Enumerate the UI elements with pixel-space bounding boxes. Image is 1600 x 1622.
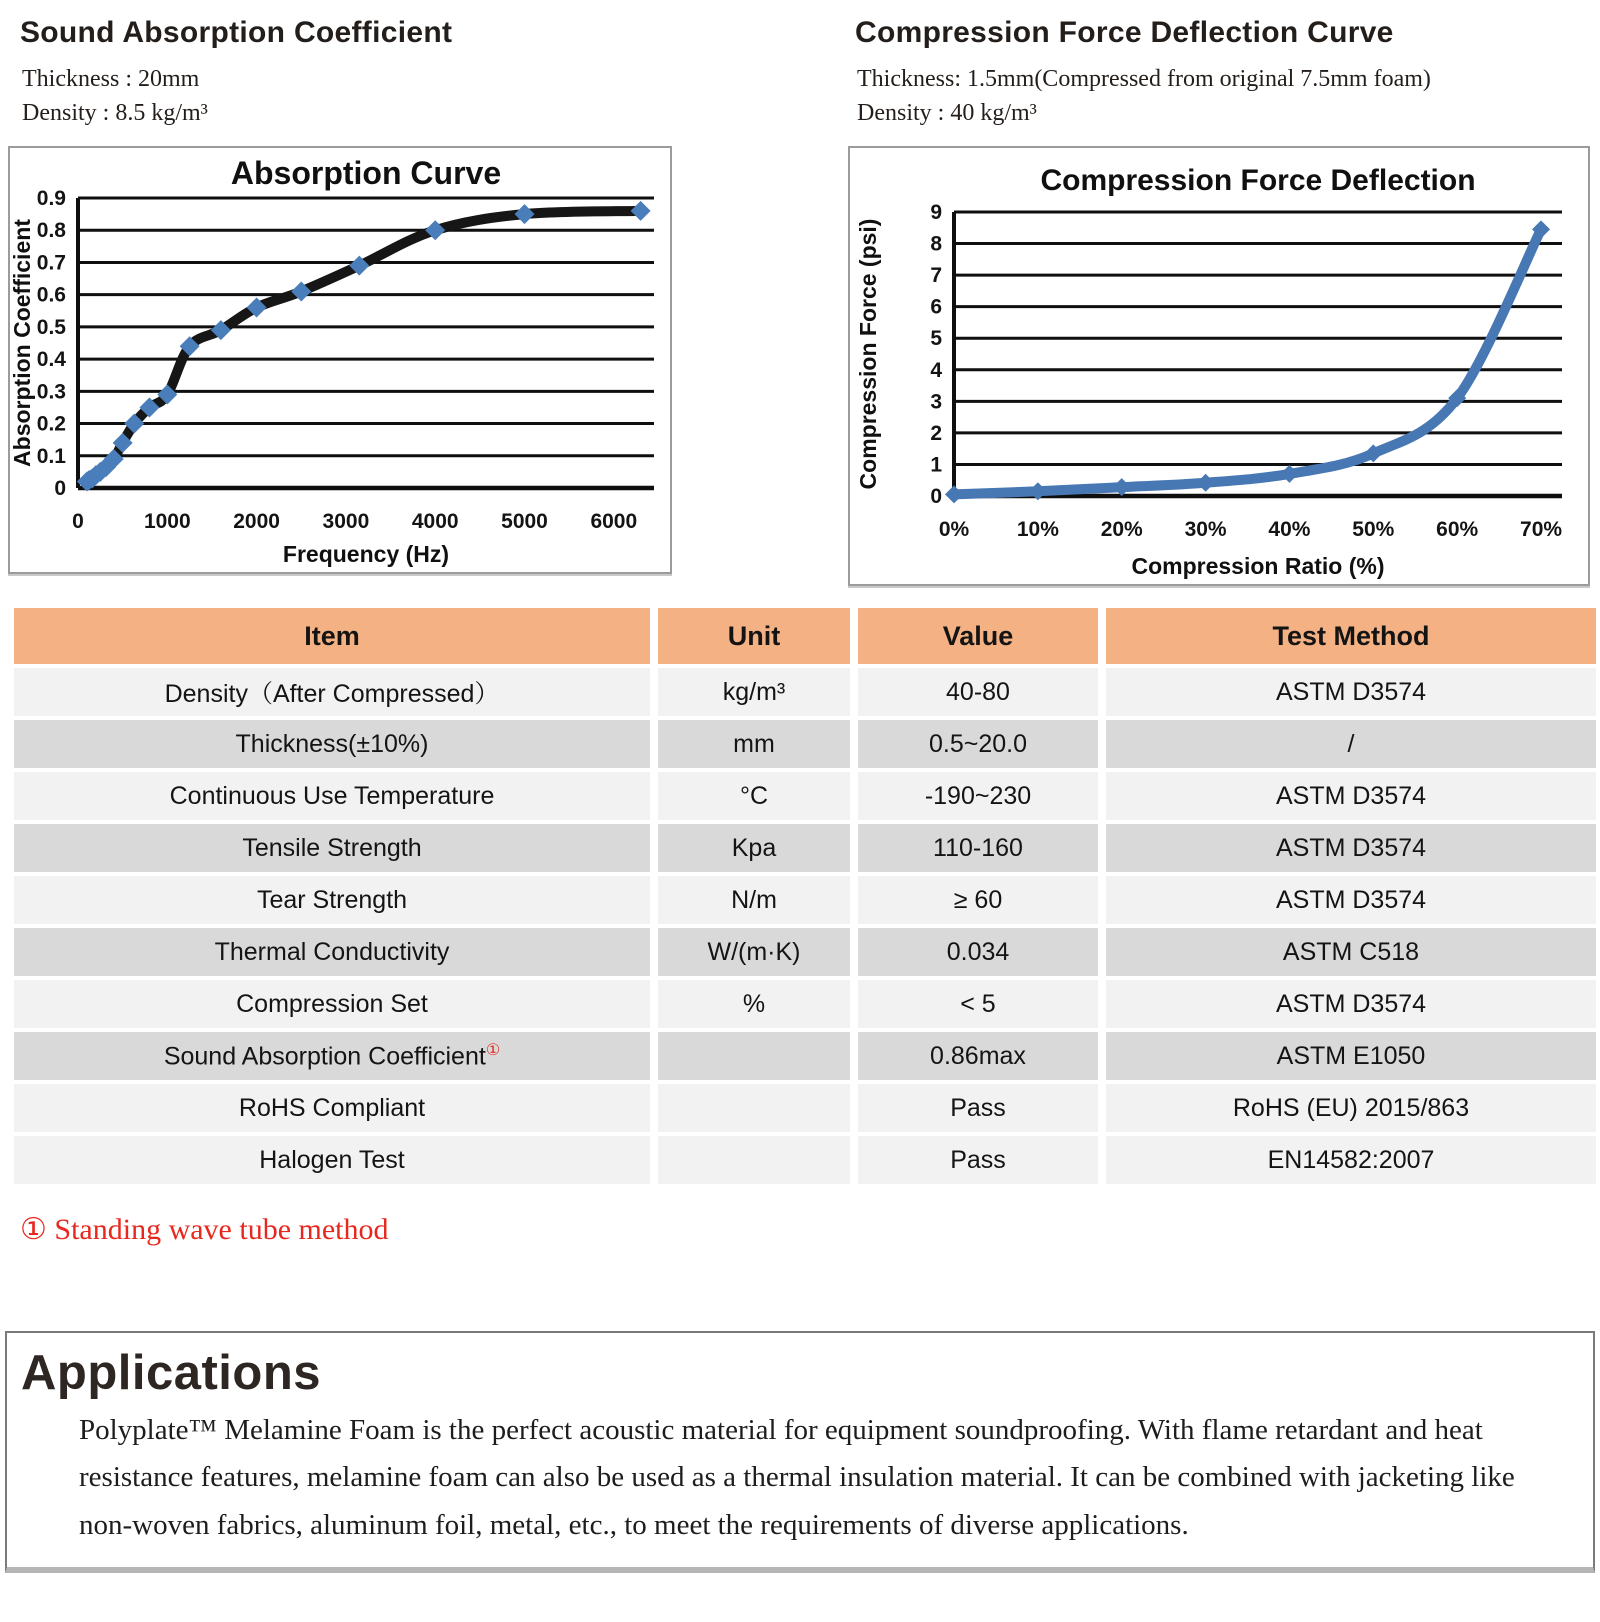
thickness-line: Thickness: 1.5mm(Compressed from original 7.5mm foam): [857, 66, 1431, 92]
cell-test-method: EN14582:2007: [1106, 1136, 1596, 1184]
table-row: [14, 1136, 1596, 1184]
cell-item: Density（After Compressed）: [14, 668, 650, 716]
table-row: [14, 876, 1596, 924]
x-tick-label: 5000: [501, 510, 548, 534]
chart-title: Compression Force Deflection: [1040, 164, 1476, 198]
table-row: [14, 824, 1596, 872]
x-axis-label: Compression Ratio (%): [1131, 553, 1385, 580]
table-row: [14, 1032, 1596, 1080]
cell-unit: [658, 1032, 850, 1080]
cell-unit: %: [658, 980, 850, 1028]
density-line: Density : 8.5 kg/m³: [22, 100, 208, 127]
table-row: [14, 668, 1596, 716]
compression-force-meta: [857, 62, 1590, 130]
y-tick-label: 8: [930, 232, 942, 256]
spec-table-header: [14, 608, 1596, 664]
column-header-value: Value: [858, 608, 1098, 664]
absorption-chart-frame: [8, 146, 672, 574]
cell-test-method: ASTM D3574: [1106, 772, 1596, 820]
table-row: [14, 928, 1596, 976]
cell-value: 110-160: [858, 824, 1098, 872]
sound-absorption-meta: [22, 62, 672, 130]
compression-force-section: [848, 16, 1590, 586]
column-header-test-method: Test Method: [1106, 608, 1596, 664]
x-tick-label: 60%: [1436, 518, 1479, 542]
data-point-marker: [945, 486, 963, 504]
applications-text: Polyplate™ Melamine Foam is the perfect acoustic material for equipment soundproofing. With flame retardant and heat resistance features, melamine foam can also be used as a thermal insulation material. It can be combined with jacketing like non-woven fabrics, aluminum foil, metal, etc., to meet the requirements of diverse applications.: [79, 1414, 1515, 1541]
cell-unit: kg/m³: [658, 668, 850, 716]
data-point-marker: [515, 204, 535, 224]
y-tick-label: 2: [930, 422, 942, 446]
column-header-item: Item: [14, 608, 650, 664]
x-tick-label: 50%: [1352, 518, 1395, 542]
x-tick-label: 20%: [1100, 518, 1143, 542]
cell-value: -190~230: [858, 772, 1098, 820]
applications-title: Applications: [21, 1346, 322, 1401]
x-tick-label: 4000: [411, 510, 459, 534]
cell-unit: [658, 1084, 850, 1132]
compression-force-title: Compression Force Deflection Curve: [855, 16, 1394, 49]
data-point-marker: [1197, 474, 1215, 492]
cell-value: 0.86max: [858, 1032, 1098, 1080]
y-tick-label: 9: [930, 201, 942, 225]
x-tick-label: 6000: [590, 510, 638, 534]
y-tick-label: 0.7: [36, 251, 66, 275]
y-axis-label: Compression Force (psi): [855, 218, 881, 490]
table-row: [14, 980, 1596, 1028]
thickness-line: Thickness : 20mm: [22, 66, 200, 92]
y-tick-label: 3: [930, 390, 942, 414]
spec-table: [6, 604, 1600, 1188]
y-tick-label: 6: [930, 295, 942, 319]
table-row: [14, 720, 1596, 768]
cell-unit: [658, 1136, 850, 1184]
y-tick-label: 0.1: [36, 444, 66, 468]
x-tick-label: 2000: [233, 510, 280, 534]
y-tick-label: 0.2: [36, 412, 66, 436]
cell-item: Thickness(±10%): [14, 720, 650, 768]
cell-item: Halogen Test: [14, 1136, 650, 1184]
cell-test-method: ASTM D3574: [1106, 980, 1596, 1028]
x-tick-label: 30%: [1184, 518, 1227, 542]
cell-unit: °C: [658, 772, 850, 820]
cell-value: 0.5~20.0: [858, 720, 1098, 768]
cell-unit: N/m: [658, 876, 850, 924]
x-tick-label: 0%: [938, 518, 970, 542]
cfd-chart-frame: [848, 146, 1590, 586]
x-tick-label: 1000: [143, 510, 191, 534]
cell-item: Sound Absorption Coefficient①: [14, 1032, 650, 1080]
chart-title: Absorption Curve: [230, 155, 502, 192]
cell-test-method: ASTM D3574: [1106, 824, 1596, 872]
cell-unit: Kpa: [658, 824, 850, 872]
x-tick-label: 70%: [1520, 518, 1563, 542]
y-tick-label: 1: [930, 453, 942, 477]
data-line: [954, 230, 1541, 495]
data-line: [87, 211, 641, 482]
data-point-marker: [1280, 465, 1298, 483]
y-tick-label: 0.5: [36, 316, 66, 340]
cell-value: Pass: [858, 1136, 1098, 1184]
cell-unit: mm: [658, 720, 850, 768]
y-tick-label: 0: [54, 477, 66, 501]
cell-unit: W/(m·K): [658, 928, 850, 976]
cell-item: Continuous Use Temperature: [14, 772, 650, 820]
y-tick-label: 7: [930, 264, 942, 288]
cell-test-method: ASTM E1050: [1106, 1032, 1596, 1080]
cell-item: RoHS Compliant: [14, 1084, 650, 1132]
data-point-marker: [1113, 478, 1131, 496]
cell-test-method: /: [1106, 720, 1596, 768]
cell-test-method: ASTM C518: [1106, 928, 1596, 976]
table-row: [14, 1084, 1596, 1132]
x-tick-label: 0: [72, 510, 84, 534]
cell-test-method: ASTM D3574: [1106, 876, 1596, 924]
charts-row: [0, 0, 1600, 586]
y-tick-label: 0.8: [36, 219, 66, 243]
sound-absorption-section: [8, 16, 672, 586]
y-tick-label: 5: [930, 327, 942, 351]
compression-force-deflection-chart: [850, 148, 1588, 584]
y-tick-label: 0: [930, 485, 942, 509]
cell-value: Pass: [858, 1084, 1098, 1132]
cell-item: Tensile Strength: [14, 824, 650, 872]
cell-item: Compression Set: [14, 980, 650, 1028]
density-line: Density : 40 kg/m³: [857, 100, 1037, 127]
cell-value: 40-80: [858, 668, 1098, 716]
y-tick-label: 0.6: [36, 283, 66, 307]
cell-item: Thermal Conductivity: [14, 928, 650, 976]
y-tick-label: 0.9: [36, 187, 66, 211]
x-axis-label: Frequency (Hz): [282, 541, 450, 568]
y-tick-label: 0.3: [36, 380, 66, 404]
cell-test-method: ASTM D3574: [1106, 668, 1596, 716]
y-tick-label: 0.4: [36, 348, 66, 372]
table-row: [14, 772, 1596, 820]
x-tick-label: 3000: [322, 510, 370, 534]
cell-value: ≥ 60: [858, 876, 1098, 924]
column-header-unit: Unit: [658, 608, 850, 664]
x-tick-label: 40%: [1268, 518, 1311, 542]
applications-section: [5, 1331, 1595, 1573]
sound-absorption-title: Sound Absorption Coefficient: [20, 16, 453, 49]
footnote-marker: ①: [485, 1042, 501, 1060]
cell-test-method: RoHS (EU) 2015/863: [1106, 1084, 1596, 1132]
x-tick-label: 10%: [1016, 518, 1059, 542]
y-axis-label: Absorption Coefficient: [10, 219, 35, 468]
footnote: ① Standing wave tube method: [20, 1213, 389, 1247]
cell-item: Tear Strength: [14, 876, 650, 924]
cell-value: < 5: [858, 980, 1098, 1028]
absorption-curve-chart: [10, 148, 670, 572]
y-tick-label: 4: [930, 358, 942, 382]
cell-value: 0.034: [858, 928, 1098, 976]
data-point-marker: [631, 201, 651, 221]
